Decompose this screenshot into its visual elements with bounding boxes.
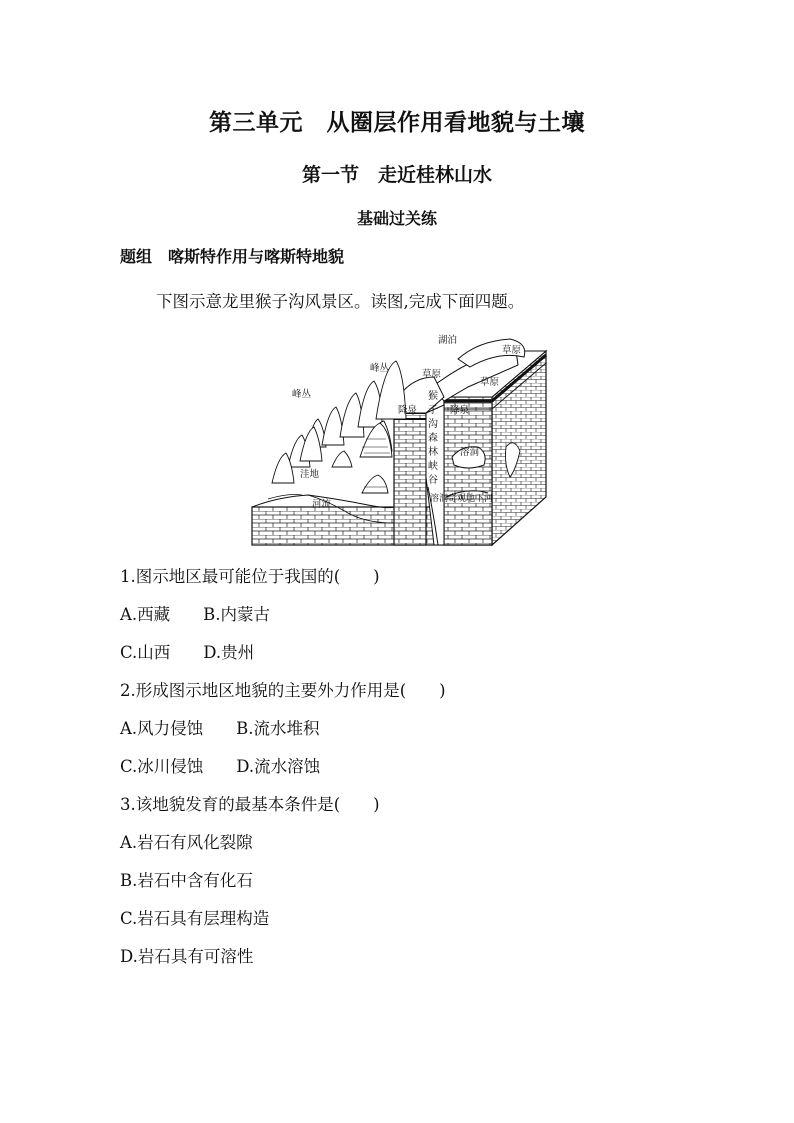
label-sinkhole-right: 降泉 xyxy=(450,405,470,416)
label-peak-cluster-top: 峰丛 xyxy=(370,363,390,374)
karst-landscape-figure xyxy=(248,327,548,547)
label-grassland-left: 草原 xyxy=(422,369,442,380)
intro-text: 下图示意龙里猴子沟风景区。读图,完成下面四题。 xyxy=(156,292,525,311)
label-lake: 湖泊 xyxy=(438,335,458,346)
karst-diagram xyxy=(248,327,548,547)
question-2-options-row-2: C.冰川侵蚀 D.流水溶蚀 xyxy=(120,757,321,776)
svg-text:沟: 沟 xyxy=(428,419,438,430)
question-3-option-c: C.岩石具有层理构造 xyxy=(120,909,270,928)
label-grassland-mid: 草原 xyxy=(480,377,500,388)
label-grassland-top: 草原 xyxy=(502,345,522,356)
question-2-stem: 2.形成图示地区地貌的主要外力作用是( ) xyxy=(120,681,446,700)
unit-title: 第三单元 从圈层作用看地貌与土壤 xyxy=(209,109,585,136)
svg-text:林: 林 xyxy=(428,447,438,458)
label-underground-river: 溶洞奇观地下河 xyxy=(430,494,494,504)
label-valley xyxy=(428,390,438,486)
label-cave: 溶洞 xyxy=(460,447,480,458)
svg-text:森: 森 xyxy=(428,433,438,444)
question-1-options-row-1: A.西藏 B.内蒙古 xyxy=(120,605,271,624)
label-peak-cluster-left: 峰丛 xyxy=(292,389,312,400)
question-3-option-d: D.岩石具有可溶性 xyxy=(120,947,254,966)
svg-text:谷: 谷 xyxy=(428,475,438,486)
question-3-stem: 3.该地貌发育的最基本条件是( ) xyxy=(120,795,380,814)
label-depression: 洼地 xyxy=(300,469,320,480)
svg-text:峡: 峡 xyxy=(428,461,438,472)
practice-title: 基础过关练 xyxy=(356,209,437,228)
question-1-stem: 1.图示地区最可能位于我国的( ) xyxy=(120,567,380,586)
label-sinkhole-left: 降泉 xyxy=(398,405,418,416)
gorge-wall-left xyxy=(394,413,426,545)
question-group-title: 题组 喀斯特作用与喀斯特地貌 xyxy=(120,247,345,266)
question-2-options-row-1: A.风力侵蚀 B.流水堆积 xyxy=(120,719,320,738)
section-title: 第一节 走近桂林山水 xyxy=(301,164,492,186)
label-river: 河流 xyxy=(312,499,332,510)
question-1-options-row-2: C.山西 D.贵州 xyxy=(120,643,255,662)
question-3-option-a: A.岩石有风化裂隙 xyxy=(120,833,253,852)
right-block-front xyxy=(444,397,492,545)
question-3-option-b: B.岩石中含有化石 xyxy=(120,871,253,890)
svg-text:子: 子 xyxy=(428,405,438,416)
svg-text:猴: 猴 xyxy=(428,391,438,402)
